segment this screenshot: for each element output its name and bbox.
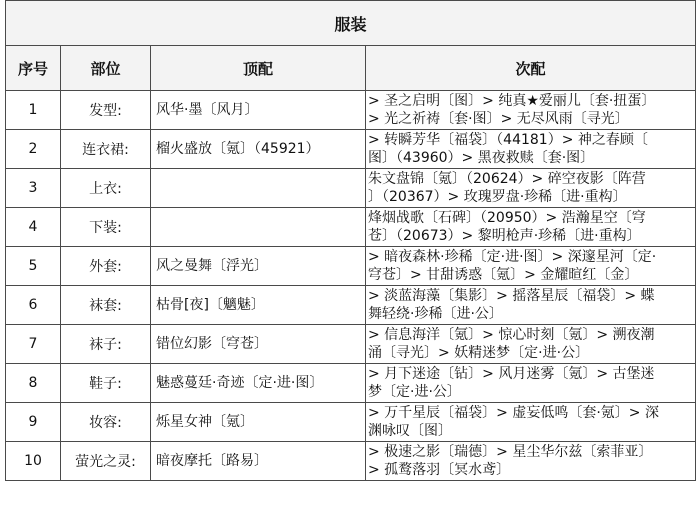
- sub-line: 图〕（43960）> 黑夜救赎〔套·图〕: [368, 150, 595, 166]
- header-sub: 次配: [366, 46, 696, 91]
- row-index: 8: [6, 364, 61, 403]
- row-part: 上衣:: [61, 169, 151, 208]
- sub-line: 梦〔定·进·公〕: [368, 384, 461, 400]
- row-sub-config: [366, 247, 696, 286]
- table-row: [6, 286, 696, 325]
- outfit-table-container: [5, 0, 695, 481]
- sub-line: > 暗夜森林·珍稀〔定·进·图〕> 深邃星河〔定·: [368, 249, 657, 265]
- row-sub-config: [366, 364, 696, 403]
- row-top-config: 错位幻影〔穹苍〕: [151, 325, 366, 364]
- table-row: [6, 364, 696, 403]
- header-top: 顶配: [151, 46, 366, 91]
- sub-line: 穹苍〕> 甘甜诱惑〔氪〕> 金耀暄红〔金〕: [368, 267, 639, 283]
- table-row: [6, 247, 696, 286]
- table-title: 服装: [6, 1, 696, 46]
- row-sub-config: [366, 130, 696, 169]
- sub-line: > 万千星辰〔福袋〕> 虚妄低鸣〔套·氪〕> 深: [368, 405, 659, 421]
- sub-line: > 孤鹜落羽〔冥水鸢〕: [368, 462, 511, 478]
- row-part: 妆容:: [61, 403, 151, 442]
- row-part: 袜子:: [61, 325, 151, 364]
- row-index: 10: [6, 442, 61, 481]
- row-sub-config: [366, 169, 696, 208]
- sub-line: > 信息海洋〔氪〕> 惊心时刻〔氪〕> 溯夜潮: [368, 327, 655, 343]
- row-part: 鞋子:: [61, 364, 151, 403]
- sub-line: > 光之祈祷〔套·图〕> 无尽风雨〔寻光〕: [368, 111, 629, 127]
- header-index: 序号: [6, 46, 61, 91]
- row-part: 袜套:: [61, 286, 151, 325]
- sub-line: 朱文盘锦〔氪〕（20624）> 碎空夜影〔阵营: [368, 171, 646, 187]
- row-part: 连衣裙:: [61, 130, 151, 169]
- table-row: [6, 91, 696, 130]
- row-top-config: 榴火盛放〔氪〕（45921）: [151, 130, 366, 169]
- sub-line: 〕（20367）> 玫瑰罗盘·珍稀〔进·重构〕: [368, 189, 627, 205]
- table-header-row: [6, 46, 696, 91]
- outfit-table: [5, 0, 696, 481]
- row-index: 1: [6, 91, 61, 130]
- row-top-config: 魅惑蔓廷·奇迹〔定·进·图〕: [151, 364, 366, 403]
- row-top-config: [151, 169, 366, 208]
- sub-line: > 转瞬芳华〔福袋〕（44181）> 神之春顾〔: [368, 132, 648, 148]
- row-top-config: 风华·墨〔风月〕: [151, 91, 366, 130]
- sub-line: 涌〔寻光〕> 妖精迷梦〔定·进·公〕: [368, 345, 590, 361]
- row-index: 9: [6, 403, 61, 442]
- table-row: [6, 325, 696, 364]
- sub-line: 烽烟战歌〔石碑〕（20950）> 浩瀚星空〔穹: [368, 210, 646, 226]
- table-row: [6, 403, 696, 442]
- sub-line: > 淡蓝海藻〔集影〕> 摇落星辰〔福袋〕> 蝶: [368, 288, 655, 304]
- table-row: [6, 442, 696, 481]
- row-top-config: 烁星女神〔氪〕: [151, 403, 366, 442]
- row-top-config: [151, 208, 366, 247]
- row-index: 5: [6, 247, 61, 286]
- sub-line: 舞轻绕·珍稀〔进·公〕: [368, 306, 503, 322]
- table-row: [6, 130, 696, 169]
- table-title-row: [6, 1, 696, 46]
- row-index: 3: [6, 169, 61, 208]
- row-sub-config: [366, 286, 696, 325]
- row-sub-config: [366, 442, 696, 481]
- row-index: 6: [6, 286, 61, 325]
- table-row: [6, 208, 696, 247]
- sub-line: > 圣之启明〔图〕> 纯真★爱丽儿〔套·扭蛋〕: [368, 93, 656, 109]
- row-sub-config: [366, 208, 696, 247]
- row-part: 外套:: [61, 247, 151, 286]
- sub-line: 渊咏叹〔图〕: [368, 423, 452, 439]
- row-index: 2: [6, 130, 61, 169]
- row-part: 下装:: [61, 208, 151, 247]
- row-sub-config: [366, 403, 696, 442]
- row-top-config: 枯骨[夜]〔魑魅〕: [151, 286, 366, 325]
- header-part: 部位: [61, 46, 151, 91]
- row-top-config: 暗夜摩托〔路易〕: [151, 442, 366, 481]
- row-part: 发型:: [61, 91, 151, 130]
- row-sub-config: [366, 91, 696, 130]
- row-sub-config: [366, 325, 696, 364]
- row-top-config: 风之曼舞〔浮光〕: [151, 247, 366, 286]
- row-index: 7: [6, 325, 61, 364]
- sub-line: > 月下迷途〔钻〕> 风月迷雾〔氪〕> 古堡迷: [368, 366, 655, 382]
- sub-line: > 极速之影〔瑞德〕> 星尘华尔兹〔索菲亚〕: [368, 444, 653, 460]
- row-part: 萤光之灵:: [61, 442, 151, 481]
- sub-line: 苍〕（20673）> 黎明枪声·珍稀〔进·重构〕: [368, 228, 641, 244]
- row-index: 4: [6, 208, 61, 247]
- table-row: [6, 169, 696, 208]
